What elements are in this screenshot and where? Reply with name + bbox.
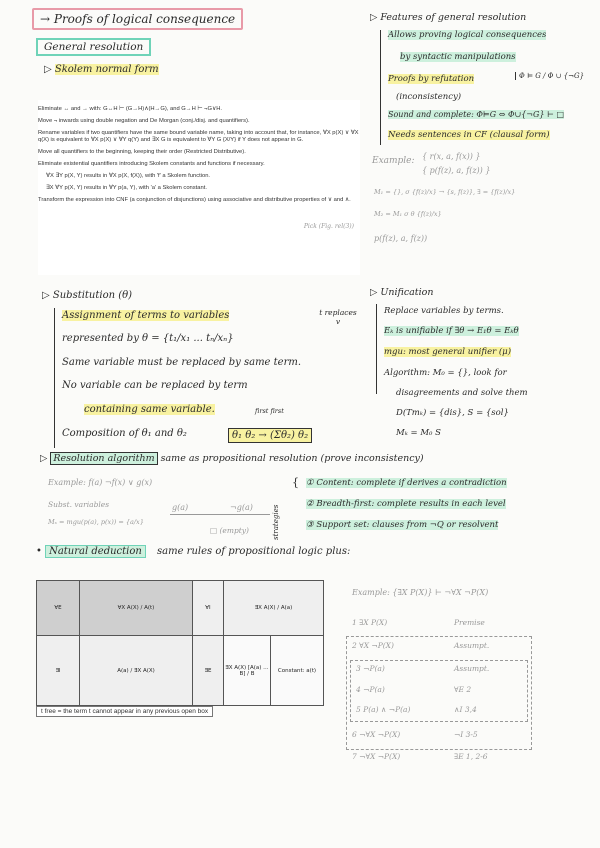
resolution-divider [170,514,270,515]
skolem-heading: ▷ Skolem normal form [44,64,159,75]
rule-name-cell: ∃I [37,636,80,706]
rule-name-cell: ∃E [193,636,224,706]
rule-cell: ∃X A(X) / A(a) [224,581,324,636]
substitution-line: represented by θ = {t₁/x₁ ... tₙ/xₙ} [62,333,234,344]
skolem-step: ∃X ∀Y p(X, Y) results in ∀Y p(a, Y), with 'a' a Skolem constant. [46,185,207,191]
bullet-dot-icon: • [36,546,46,557]
skolem-step: Move all quantifiers to the beginning, keeping their order (Restricted Distributive). [38,149,246,155]
proof-line: 3 ¬P(a) [356,664,385,673]
natural-deduction-line: • Natural deduction same rules of propositional logic plus: [36,546,351,557]
proof-reason: ∃E 1, 2-6 [454,752,488,761]
skolem-note: Pick (Fig. rel(3)) [303,223,354,230]
substitution-line: Composition of θ₁ and θ₂ [62,428,187,439]
example-line: M₁ = {}, σ {f(z)/x} → {s, f(z)}, ∃ = {f(z)/x} [374,188,516,196]
features-bracket [380,30,381,145]
page-title: → Proofs of logical consequence [32,8,243,30]
rule-name-cell: ∀I [193,581,224,636]
refutation-brace: Φ ⊨ G / Φ ∪ {¬G} [515,72,584,80]
unification-heading: ▷ Unification [370,287,434,298]
composition-formula: θ₁ θ₂ → (Σθ₂) θ₂ [228,428,312,443]
rule-cell: ∃X A(X) [A(a) … B] / B [224,636,271,706]
example-line: { p(f(z), a, f(z)) } [422,166,491,175]
skolem-step: Move ¬ inwards using double negation and De Morgan (conj./disj. and quantifiers). [38,118,250,124]
example-line: p(f(z), a, f(z)) [374,234,428,243]
resolution-algorithm-line: ▷ Resolution algorithm same as propositional resolution (prove inconsistency) [40,453,424,464]
substitution-first-label: first first [255,407,284,415]
natural-deduction-rules-table [36,580,324,706]
resolution-resolvent: g(a) [172,503,189,512]
substitution-line: Assignment of terms to variables [62,310,230,321]
proof-line: 7 ¬∀X ¬P(X) [352,752,401,761]
unification-line: mgu: most general unifier (μ) [384,347,512,357]
proof-reason: Premise [454,618,485,627]
example-label: Example: [372,156,415,166]
triangle-bullet-icon: ▷ [40,453,51,464]
skolem-steps-box [38,100,360,275]
unification-line: D(Tmₖ) = {dis}, S = {sol} [396,408,509,418]
unification-line: Replace variables by terms. [384,306,504,316]
example-line: { r(x, a, f(x)) } [422,152,481,161]
example-line: M₂ = M₁ σ θ {f(z)/x} [374,210,442,218]
proof-reason: Assumpt. [454,664,490,673]
feature-line: Sound and complete: Φ⊨G ⇔ Φ∪{¬G} ⊢ □ [388,110,565,119]
proof-line: 2 ∀X ¬P(X) [352,641,394,650]
substitution-bracket [54,308,55,448]
proof-line: 4 ¬P(a) [356,685,385,694]
proof-reason: Assumpt. [454,641,490,650]
triangle-bullet-icon: ▷ [44,64,55,75]
feature-line: Allows proving logical consequences [388,30,547,40]
proof-line: 5 P(a) ∧ ¬P(a) [356,705,411,714]
skolem-step: Eliminate existential quantifiers introducing Skolem constants and functions if necessary. [38,161,265,167]
proof-line: 1 ∃X P(X) [352,618,388,627]
rule-name-cell: ∀E [37,581,80,636]
proof-reason: ∧I 3,4 [454,705,477,714]
general-resolution-heading: General resolution [36,38,151,56]
triangle-bullet-icon: ▷ [42,290,53,301]
feature-line: by syntactic manipulations [400,52,516,62]
unification-line: Algorithm: M₀ = {}, look for [384,368,507,378]
unification-line: Mₖ = M₀ S [396,428,441,438]
natural-deduction-footer: t free = the term t cannot appear in any previous open box [36,706,213,717]
rule-note-cell: Constant: a(t) [271,636,324,706]
substitution-heading: ▷ Substitution (θ) [42,290,133,301]
skolem-step: ∀X ∃Y p(X, Y) results in ∀X p(X, f(X)), with 'f' a Skolem function. [46,173,211,179]
feature-line: Needs sentences in CF (clausal form) [388,130,550,140]
rule-cell: ∀X A(X) / A(t) [80,581,193,636]
skolem-step: Transform the expression into CNF (a conjunction of disjunctions) using associative and distributive properties of ∨ and ∧. [38,197,351,203]
proof-reason: ∀E 2 [454,685,472,694]
strategy-item: ② Breadth-first: complete results in each level [306,499,506,509]
strategy-item: ① Content: complete if derives a contradiction [306,478,507,488]
rule-cell: A(a) / ∃X A(X) [80,636,193,706]
unification-line: Eₖ is unifiable if ∃θ → E₁θ = Eₖθ [384,326,519,336]
nd-example-title: Example: {∃X P(X)} ⊢ ¬∀X ¬P(X) [352,588,489,597]
strategies-brace: { [292,476,299,489]
triangle-bullet-icon: ▷ [370,287,381,298]
resolution-example: Example: f(a) ¬f(x) ∨ g(x) [48,478,153,487]
substitution-line: containing same variable. [84,404,215,415]
feature-line: Proofs by refutation [388,74,475,84]
features-heading: ▷ Features of general resolution [370,12,527,23]
resolution-resolvent: ¬g(a) [230,503,253,512]
triangle-bullet-icon: ▷ [370,12,381,23]
arrow-right-icon: → [40,12,54,26]
substitution-line: No variable can be replaced by term [62,380,248,391]
proof-line: 6 ¬∀X ¬P(X) [352,730,401,739]
substitution-line: Same variable must be replaced by same term. [62,357,302,368]
feature-line: (inconsistency) [396,92,462,102]
resolution-mgu: Mₓ = mgu(p(a), p(x)) = {a/x} [48,518,144,526]
unification-bracket [376,304,377,394]
strategies-label: strategies [272,504,280,540]
resolution-subst-label: Subst. variables [48,500,110,509]
skolem-step: Rename variables if two quantifiers have the same bound variable name, taking into account that, for instance, ∀X p(X) ∨ ∀X q(X) is equivalent to ∀X p(X) ∨ ∀Y q(Y) and ∃X G is equivalent to ∀Y G {X/Y} if Y does not appear in G. [38,130,359,143]
skolem-step: Eliminate ↔ and → with: G↔H ⊢ (G→H)∧(H→G), and G→H ⊢ ¬G∨H. [38,106,222,112]
strategy-item: ③ Support set: clauses from ¬Q or resolvent [306,520,499,530]
resolution-empty-clause: □ (empty) [210,526,249,535]
proof-reason: ¬I 3-5 [454,730,478,739]
unification-line: disagreements and solve them [396,388,528,398]
substitution-side-note: t replaces v [319,308,357,326]
